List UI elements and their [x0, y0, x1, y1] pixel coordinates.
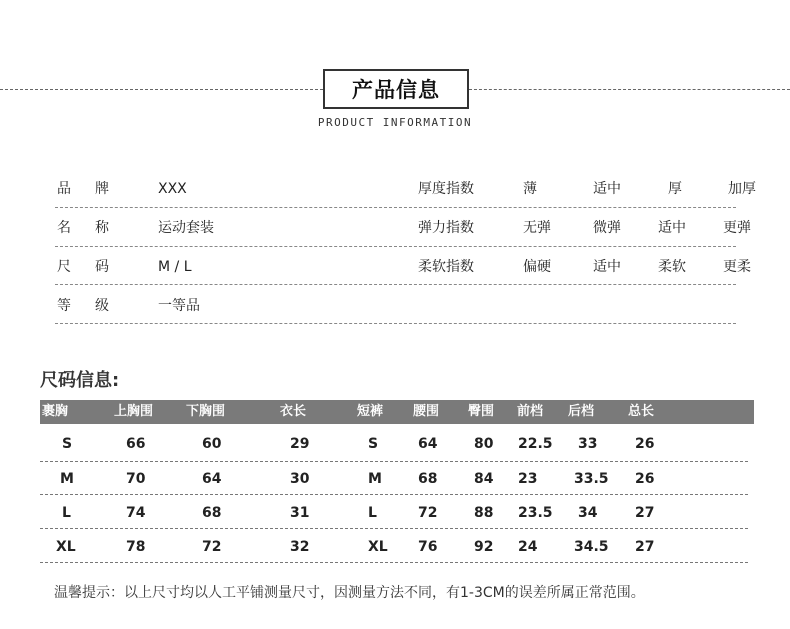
size-cell: 72: [418, 505, 438, 521]
info-divider: [55, 207, 736, 208]
index-option: 无弹: [523, 220, 551, 236]
size-column-header: 上胸围: [114, 404, 154, 419]
index-option: 更柔: [723, 259, 751, 275]
size-divider: [40, 528, 748, 529]
info-row: [55, 219, 761, 255]
size-column-header: 前档: [517, 404, 544, 419]
index-option: 加厚: [728, 181, 756, 197]
size-cell: 23: [518, 471, 538, 487]
index-option: 微弹: [593, 220, 621, 236]
index-option: 偏硬: [523, 259, 551, 275]
size-table-row: [40, 530, 748, 564]
size-cell: 92: [474, 539, 494, 555]
index-option: 薄: [523, 181, 537, 197]
index-option: 更弹: [723, 220, 751, 236]
size-cell: 24: [518, 539, 538, 555]
info-label-char: 等: [57, 298, 71, 314]
size-cell: L: [62, 505, 71, 521]
info-row: [55, 180, 761, 216]
index-option: 适中: [658, 220, 686, 236]
size-column-header: 腰围: [413, 404, 440, 419]
size-cell: 34: [578, 505, 598, 521]
info-label-char: 尺: [57, 259, 71, 275]
size-cell: 68: [418, 471, 438, 487]
size-cell: 33.5: [574, 471, 609, 487]
size-cell: M: [368, 471, 382, 487]
size-table-row: [40, 427, 748, 461]
index-label: 厚度指数: [418, 181, 474, 197]
size-divider: [40, 494, 748, 495]
size-cell: 27: [635, 539, 655, 555]
size-cell: 74: [126, 505, 146, 521]
size-cell: 29: [290, 436, 310, 452]
size-cell: 31: [290, 505, 310, 521]
info-label-char: 名: [57, 220, 71, 236]
size-cell: 84: [474, 471, 494, 487]
size-cell: 34.5: [574, 539, 609, 555]
info-label-char: 牌: [95, 181, 109, 197]
size-cell: 22.5: [518, 436, 553, 452]
size-table-row: [40, 496, 748, 530]
size-cell: 23.5: [518, 505, 553, 521]
info-row: [55, 258, 761, 294]
header-left-rule: [0, 89, 323, 90]
size-cell: 64: [418, 436, 438, 452]
size-cell: 78: [126, 539, 146, 555]
info-row: [55, 297, 761, 333]
info-label-char: 品: [57, 181, 71, 197]
page-title-text: 产品信息: [352, 78, 440, 102]
info-value: 一等品: [158, 298, 200, 314]
size-cell: S: [368, 436, 379, 452]
info-label-char: 称: [95, 220, 109, 236]
size-cell: XL: [368, 539, 388, 555]
size-cell: 33: [578, 436, 598, 452]
size-divider: [40, 562, 748, 563]
size-table-header: [40, 400, 754, 424]
info-value: XXX: [158, 181, 187, 197]
size-cell: 27: [635, 505, 655, 521]
info-value: M / L: [158, 259, 192, 275]
index-label: 弹力指数: [418, 220, 474, 236]
size-cell: 66: [126, 436, 146, 452]
size-cell: 26: [635, 436, 655, 452]
index-option: 柔软: [658, 259, 686, 275]
measurement-note: 温馨提示：以上尺寸均以人工平铺测量尺寸，因测量方法不同，有1-3CM的误差所属正常范围。: [54, 585, 645, 601]
size-column-header: 短裤: [357, 404, 384, 419]
index-option: 适中: [593, 259, 621, 275]
size-cell: 60: [202, 436, 222, 452]
size-cell: 80: [474, 436, 494, 452]
info-label-char: 码: [95, 259, 109, 275]
info-label-char: 级: [95, 298, 109, 314]
info-divider: [55, 284, 736, 285]
size-cell: 64: [202, 471, 222, 487]
size-column-header: 后档: [568, 404, 595, 419]
size-cell: L: [368, 505, 377, 521]
size-cell: 30: [290, 471, 310, 487]
size-section-title: 尺码信息:: [40, 370, 120, 391]
size-table-row: [40, 462, 748, 496]
size-column-header: 裹胸: [42, 404, 69, 419]
size-cell: 32: [290, 539, 310, 555]
size-column-header: 臀围: [468, 404, 495, 419]
size-cell: XL: [56, 539, 76, 555]
index-label: 柔软指数: [418, 259, 474, 275]
size-column-header: 总长: [628, 404, 655, 419]
page-title: [323, 69, 469, 109]
size-cell: M: [60, 471, 74, 487]
size-cell: 76: [418, 539, 438, 555]
page-subtitle: PRODUCT INFORMATION: [317, 116, 473, 129]
size-cell: 70: [126, 471, 146, 487]
size-column-header: 下胸围: [186, 404, 226, 419]
size-cell: S: [62, 436, 73, 452]
size-cell: 68: [202, 505, 222, 521]
header-right-rule: [469, 89, 790, 90]
info-divider: [55, 246, 736, 247]
info-value: 运动套装: [158, 220, 214, 236]
size-cell: 72: [202, 539, 222, 555]
index-option: 厚: [668, 181, 682, 197]
size-cell: 88: [474, 505, 494, 521]
size-cell: 26: [635, 471, 655, 487]
info-divider: [55, 323, 736, 324]
size-column-header: 衣长: [280, 404, 307, 419]
index-option: 适中: [593, 181, 621, 197]
